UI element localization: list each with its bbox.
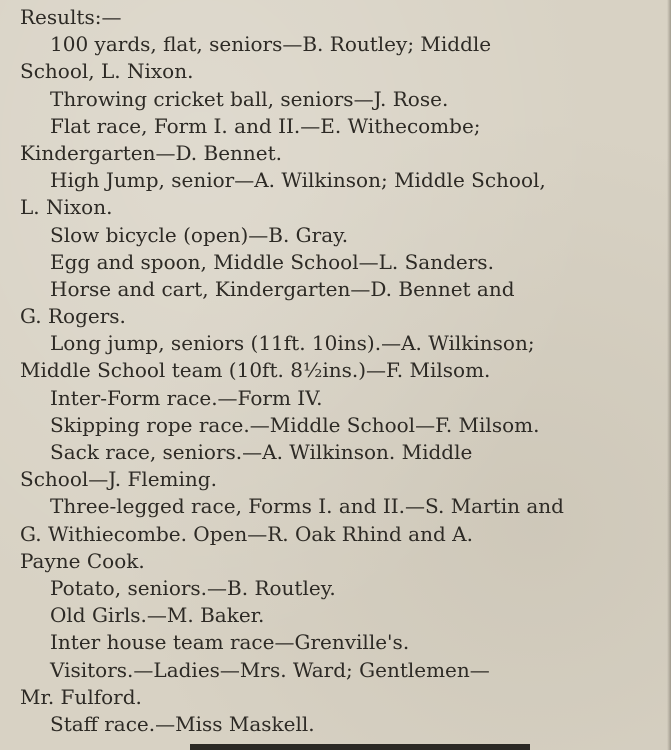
result-line: Inter-Form race.—Form IV. (50, 385, 323, 410)
result-line: Payne Cook. (20, 548, 145, 573)
result-line: L. Nixon. (20, 195, 113, 220)
result-line: G. Withiecombe. Open—R. Oak Rhind and A. (20, 521, 473, 546)
result-line: Three-legged race, Forms I. and II.—S. Martin and (50, 494, 564, 519)
result-line: School, L. Nixon. (20, 59, 194, 84)
result-line: Kindergarten—D. Bennet. (20, 140, 283, 165)
sports-results-article (20, 4, 654, 738)
result-line: Middle School team (10ft. 8½ins.)—F. Milsom. (20, 358, 491, 383)
result-line: Potato, seniors.—B. Routley. (50, 575, 336, 600)
result-line: Old Girls.—M. Baker. (50, 603, 265, 628)
result-line: 100 yards, flat, seniors—B. Routley; Middle (50, 32, 492, 57)
result-line: Staff race.—Miss Maskell. (50, 711, 315, 736)
result-line: Long jump, seniors (11ft. 10ins).—A. Wilkinson; (50, 331, 535, 356)
results-heading: Results:— (20, 5, 122, 29)
results-list (20, 31, 654, 738)
result-line: Throwing cricket ball, seniors—J. Rose. (50, 86, 449, 111)
result-line: Mr. Fulford. (20, 684, 142, 709)
result-line: High Jump, senior—A. Wilkinson; Middle School, (50, 168, 546, 193)
result-line: Sack race, seniors.—A. Wilkinson. Middle (50, 440, 473, 464)
page-edge-shadow (667, 0, 671, 750)
column-rule (190, 744, 530, 750)
result-line: Flat race, Form I. and II.—E. Withecombe; (50, 113, 481, 138)
result-line: Slow bicycle (open)—B. Gray. (50, 222, 349, 247)
result-line: Egg and spoon, Middle School—L. Sanders. (50, 249, 494, 274)
result-line: Inter house team race—Grenville's. (50, 630, 410, 655)
result-line: School—J. Fleming. (20, 467, 217, 492)
result-line: Skipping rope race.—Middle School—F. Milsom. (50, 412, 540, 437)
result-line: Visitors.—Ladies—Mrs. Ward; Gentlemen— (50, 657, 490, 682)
result-line: G. Rogers. (20, 304, 126, 329)
result-line: Horse and cart, Kindergarten—D. Bennet and (50, 276, 515, 301)
